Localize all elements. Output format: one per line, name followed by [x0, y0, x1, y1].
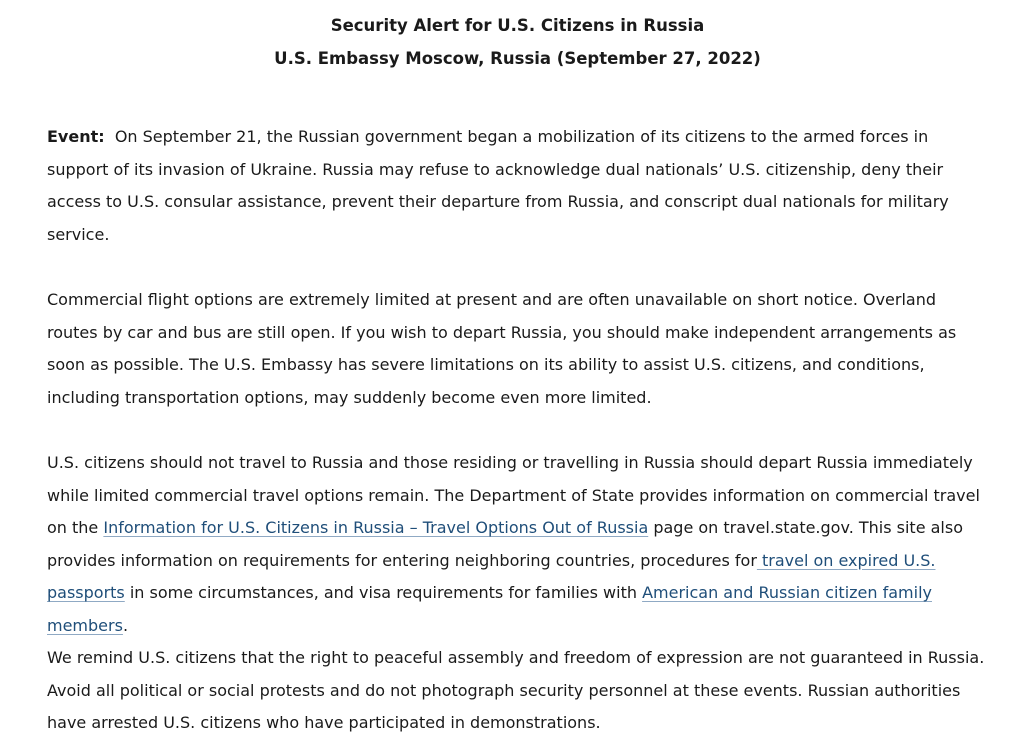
- page-subtitle: U.S. Embassy Moscow, Russia (September 27, 2022): [274, 49, 761, 68]
- event-label: Event:: [47, 127, 105, 146]
- flights-text: Commercial flight options are extremely limited at present and are often unavailable on short notice. Overland routes by car and bus are still open. If you wish to depart Russia, you should make independent arrangements as soon as possible. The U.S. Embassy has severe limitations on its ability to assist U.S. citizens, and conditions, including transportation options, may suddenly become even more limited.: [47, 290, 957, 407]
- family-members-link[interactable]: American and Russian citizen family members: [47, 583, 932, 635]
- event-text: On September 21, the Russian government began a mobilization of its citizens to the armed forces in support of its invasion of Ukraine. Russia may refuse to acknowledge dual nationals’ U.S. citizenship, deny their access to U.S. consular assistance, prevent their departure from Russia, and conscript dual nationals for military service.: [47, 127, 949, 244]
- page-title: Security Alert for U.S. Citizens in Russia: [330, 16, 705, 35]
- travel-text-4: .: [122, 615, 129, 635]
- travel-paragraph: [47, 447, 988, 642]
- flights-paragraph: [47, 284, 988, 414]
- assembly-paragraph: [47, 642, 988, 740]
- expired-passports-link[interactable]: travel on expired U.S. passports: [47, 550, 936, 602]
- travel-options-link[interactable]: Information for U.S. Citizens in Russia – Travel Options Out of Russia: [103, 518, 649, 537]
- assembly-text: We remind U.S. citizens that the right to peaceful assembly and freedom of expression are not guaranteed in Russia. Avoid all political or social protests and do not photograph security personnel at these events. Russian authorities have arrested U.S. citizens who have participated in demonstrations.: [47, 648, 985, 732]
- travel-text-2: page on travel.state.gov. This site also provides information on requirements for entering neighboring countries, procedures for: [47, 518, 963, 570]
- event-paragraph: [47, 121, 988, 251]
- travel-text-1: U.S. citizens should not travel to Russia and those residing or travelling in Russia should depart Russia immediately while limited commercial travel options remain. The Department of State provides information on commercial travel on the: [47, 453, 980, 537]
- travel-text-3: in some circumstances, and visa requirements for families with: [124, 583, 643, 602]
